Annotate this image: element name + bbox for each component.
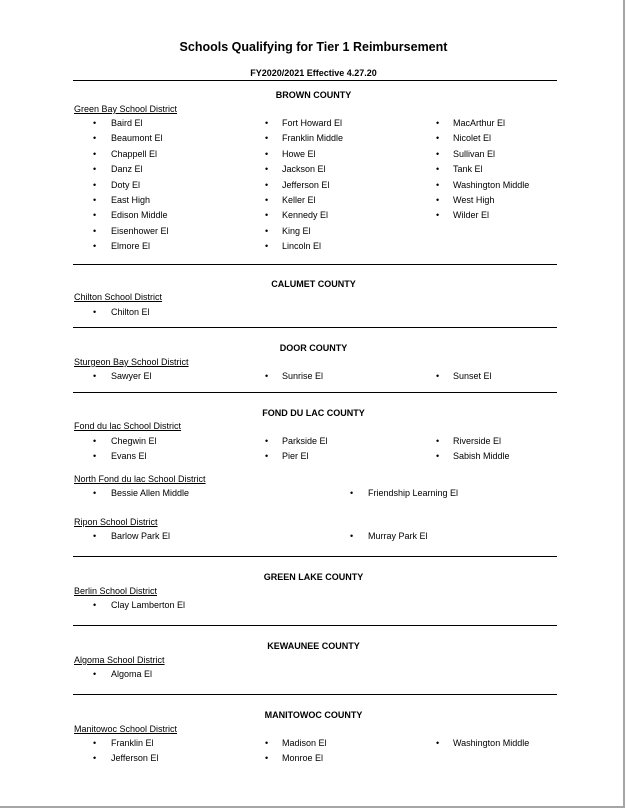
bullet-icon: •	[436, 371, 440, 381]
bullet-icon: •	[265, 164, 269, 174]
school-name: West High	[453, 195, 495, 205]
bullet-icon: •	[93, 451, 97, 461]
school-name: Nicolet El	[453, 133, 492, 143]
school-name: Eisenhower El	[111, 226, 169, 236]
bullet-icon: •	[265, 180, 269, 190]
bullet-icon: •	[265, 226, 269, 236]
school-name: Franklin El	[111, 738, 154, 748]
bullet-icon: •	[436, 195, 440, 205]
county-heading: GREEN LAKE COUNTY	[263, 572, 364, 582]
bullet-icon: •	[93, 669, 97, 679]
school-name: Elmore El	[111, 241, 151, 251]
district-name: Green Bay School District	[74, 104, 178, 114]
county-heading: FOND DU LAC COUNTY	[262, 408, 365, 418]
divider	[73, 392, 557, 393]
bullet-icon: •	[265, 753, 269, 763]
school-name: Kennedy El	[282, 210, 329, 220]
bullet-icon: •	[436, 210, 440, 220]
bullet-icon: •	[436, 738, 440, 748]
school-name: Parkside El	[282, 436, 328, 446]
school-name: Washington Middle	[453, 738, 530, 748]
bullet-icon: •	[265, 118, 269, 128]
bullet-icon: •	[350, 488, 354, 498]
school-name: Algoma El	[111, 669, 153, 679]
district-name: Fond du lac School District	[74, 421, 182, 431]
bullet-icon: •	[436, 133, 440, 143]
bullet-icon: •	[93, 180, 97, 190]
school-name: Chegwin El	[111, 436, 157, 446]
county-heading: MANITOWOC COUNTY	[264, 710, 363, 720]
bullet-icon: •	[93, 195, 97, 205]
bullet-icon: •	[436, 118, 440, 128]
bullet-icon: •	[350, 531, 354, 541]
school-name: Wilder El	[453, 210, 490, 220]
school-name: Evans El	[111, 451, 147, 461]
school-name: Beaumont El	[111, 133, 163, 143]
school-name: Chappell El	[111, 149, 158, 159]
school-name: Riverside El	[453, 436, 502, 446]
school-name: Franklin Middle	[282, 133, 344, 143]
page-title: Schools Qualifying for Tier 1 Reimbursement	[179, 40, 448, 54]
school-name: Pier El	[282, 451, 309, 461]
bullet-icon: •	[93, 436, 97, 446]
county-heading: DOOR COUNTY	[279, 343, 348, 353]
school-name: Madison El	[282, 738, 327, 748]
school-name: Doty El	[111, 180, 141, 190]
bullet-icon: •	[265, 210, 269, 220]
school-name: Sawyer El	[111, 371, 152, 381]
bullet-icon: •	[93, 164, 97, 174]
bullet-icon: •	[93, 600, 97, 610]
bullet-icon: •	[265, 241, 269, 251]
divider	[73, 264, 557, 265]
district-name: Berlin School District	[74, 586, 158, 596]
bullet-icon: •	[93, 241, 97, 251]
bullet-icon: •	[93, 531, 97, 541]
school-name: Friendship Learning El	[368, 488, 459, 498]
bullet-icon: •	[265, 133, 269, 143]
bullet-icon: •	[436, 451, 440, 461]
bullet-icon: •	[93, 133, 97, 143]
bullet-icon: •	[436, 436, 440, 446]
bullet-icon: •	[93, 307, 97, 317]
school-name: Baird El	[111, 118, 143, 128]
divider	[73, 80, 557, 81]
divider	[73, 625, 557, 626]
school-name: Keller El	[282, 195, 316, 205]
bullet-icon: •	[93, 753, 97, 763]
bullet-icon: •	[93, 118, 97, 128]
bullet-icon: •	[93, 738, 97, 748]
bullet-icon: •	[265, 436, 269, 446]
school-name: Lincoln El	[282, 241, 322, 251]
divider	[73, 556, 557, 557]
district-name: Manitowoc School District	[74, 724, 178, 734]
district-name: North Fond du lac School District	[74, 474, 206, 484]
school-name: Sullivan El	[453, 149, 496, 159]
school-name: Barlow Park El	[111, 531, 171, 541]
county-heading: KEWAUNEE COUNTY	[267, 641, 360, 651]
school-name: Fort Howard El	[282, 118, 343, 128]
bullet-icon: •	[93, 149, 97, 159]
school-name: King El	[282, 226, 311, 236]
district-name: Sturgeon Bay School District	[74, 357, 189, 367]
district-name: Ripon School District	[74, 517, 158, 527]
school-name: Jackson El	[282, 164, 326, 174]
school-name: Jefferson El	[111, 753, 159, 763]
school-name: Sunrise El	[282, 371, 324, 381]
school-name: Chilton El	[111, 307, 150, 317]
bullet-icon: •	[265, 451, 269, 461]
bullet-icon: •	[93, 371, 97, 381]
bullet-icon: •	[436, 180, 440, 190]
county-heading: BROWN COUNTY	[275, 90, 352, 100]
bullet-icon: •	[93, 226, 97, 236]
school-name: Washington Middle	[453, 180, 530, 190]
school-name: Jefferson El	[282, 180, 330, 190]
school-name: East High	[111, 195, 151, 205]
page-subtitle: FY2020/2021 Effective 4.27.20	[250, 68, 377, 78]
district-name: Chilton School District	[74, 292, 163, 302]
bullet-icon: •	[436, 149, 440, 159]
school-name: Monroe El	[282, 753, 324, 763]
school-name: Sabish Middle	[453, 451, 510, 461]
bullet-icon: •	[265, 371, 269, 381]
school-name: Howe El	[282, 149, 316, 159]
school-name: MacArthur El	[453, 118, 506, 128]
school-name: Edison Middle	[111, 210, 168, 220]
school-name: Bessie Allen Middle	[111, 488, 190, 498]
divider	[73, 694, 557, 695]
school-name: Sunset El	[453, 371, 492, 381]
county-heading: CALUMET COUNTY	[271, 279, 356, 289]
bullet-icon: •	[265, 149, 269, 159]
school-name: Tank El	[453, 164, 483, 174]
district-name: Algoma School District	[74, 655, 165, 665]
divider	[73, 327, 557, 328]
school-name: Danz El	[111, 164, 143, 174]
school-name: Clay Lamberton El	[111, 600, 186, 610]
bullet-icon: •	[93, 210, 97, 220]
bullet-icon: •	[265, 195, 269, 205]
school-name: Murray Park El	[368, 531, 428, 541]
bullet-icon: •	[436, 164, 440, 174]
bullet-icon: •	[265, 738, 269, 748]
bullet-icon: •	[93, 488, 97, 498]
